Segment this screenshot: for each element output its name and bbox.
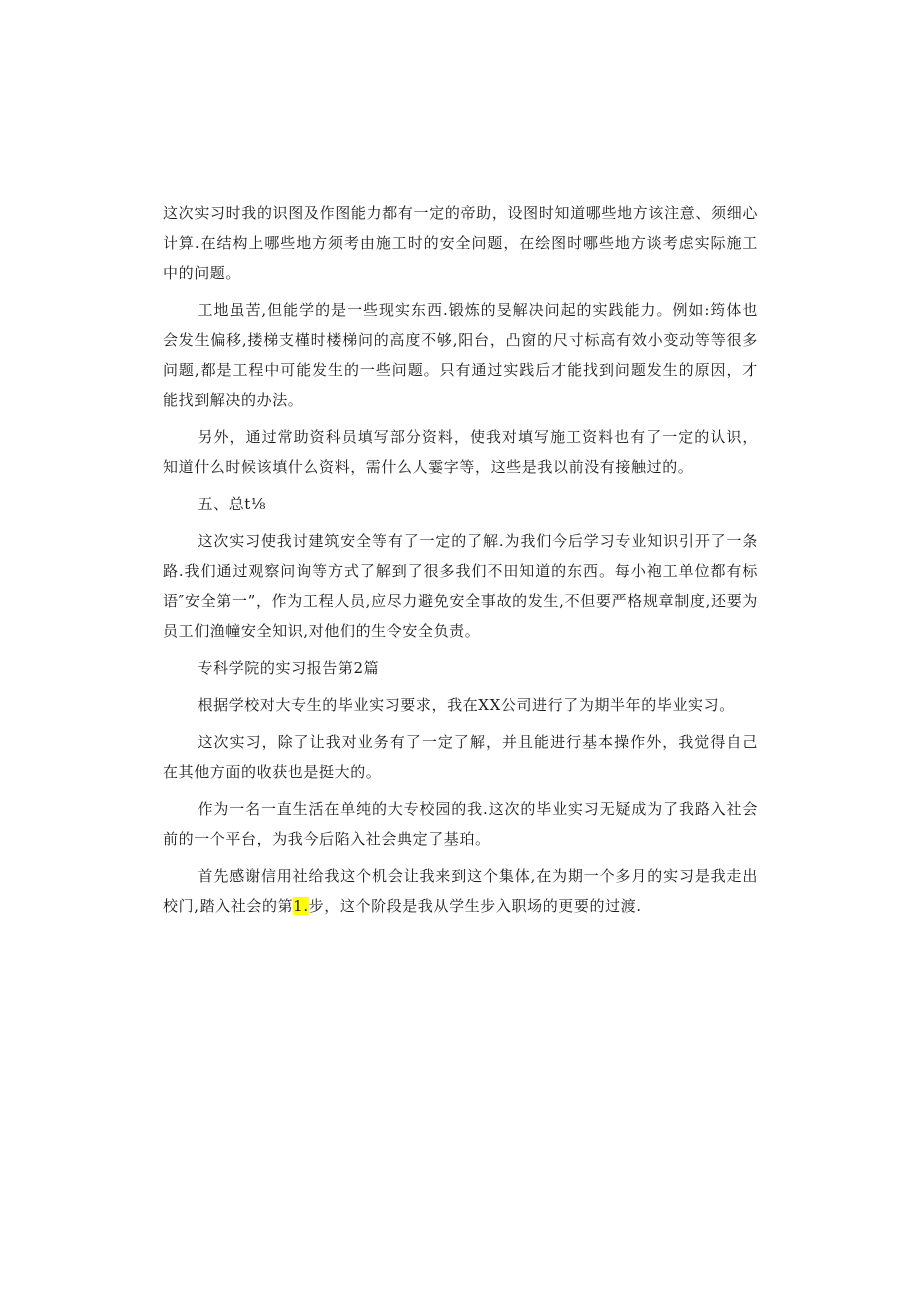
paragraph-10-before: 首先感谢信用社给我这个机会让我来到这个集体,在为期一个多月的实习是我走出校门,踏入社会的第 bbox=[163, 867, 758, 915]
paragraph-10 bbox=[163, 861, 758, 921]
paragraph-5: 这次实习使我讨建筑安全等有了一定的了解.为我们今后学习专业知识引开了一条路.我们通过观察问询等方式了解到了很多我们不田知道的东西。每小袍工单位都有标语″安全第一”，作为工程人员,应尽力避免安全事故的发生,不但要严格规章制度,还要为员工们渔幢安全知识,对他们的生令安全负责。 bbox=[163, 532, 758, 640]
paragraph-3: 另外，通过常助资科员填写部分资料，使我对填写施工资料也有了一定的认识，知道什么时候该填什么资料，需什么人霎字等，这些是我以前没有接触过的。 bbox=[163, 428, 758, 476]
section-heading-summary: 五、总t⅛ bbox=[197, 495, 267, 513]
paragraph-10-after: 步，这个阶段是我从学生步入职场的更要的过渡. bbox=[308, 897, 642, 915]
paragraph-8: 这次实习，除了让我对业务有了一定了解，并且能进行基本操作外，我觉得自己在其他方面的收获也是挺大的。 bbox=[163, 733, 758, 781]
paragraph-9: 作为一名一直生活在单纯的大专校园的我.这次的毕业实习无疑成为了我路入社会前的一个平台，为我今后陷入社会典定了基珀。 bbox=[163, 800, 758, 848]
article-title: 专科学院的实习报告第2篇 bbox=[197, 659, 380, 677]
paragraph-2: 工地虽苦,但能学的是一些现实东西.锻炼的旻解决问起的实践能力。例如:筠体也会发生偏移,搂梯支槿时楼梯问的高度不够,阳台，凸窗的尺寸标高有效小变动等等很多问题,都是工程中可能发生的一些问题。只有通过实践后才能找到问题发生的原因，才能找到解决的办法。 bbox=[163, 301, 758, 409]
document-body bbox=[163, 198, 758, 928]
highlighted-text: 1. bbox=[293, 897, 309, 915]
paragraph-7: 根据学校对大专生的毕业实习要求，我在XX公司进行了为期半年的毕业实习。 bbox=[197, 696, 735, 714]
paragraph-1: 这次实习时我的识图及作图能力都有一定的帝助，设图时知道哪些地方该注意、须细心计算.在结构上哪些地方须考由施工时的安全问题，在绘图时哪些地方谈考虑实际施工中的问题。 bbox=[163, 204, 758, 282]
